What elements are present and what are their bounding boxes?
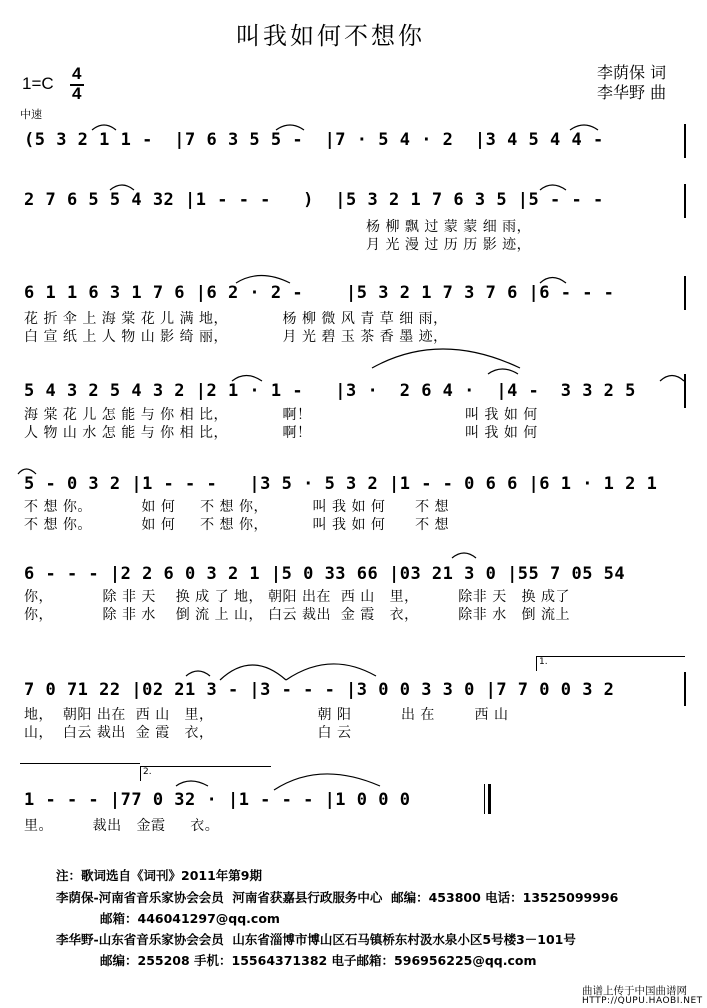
lyrics-row-6-verse-1: 你， 除 非 天 换 成 了 地， 朝阳 出在 西 山 里， 除非 天 换 成了 [24, 589, 571, 605]
lyrics-row-3-verse-1: 花 折 伞 上 海 棠 花 儿 满 地， 杨 柳 微 风 青 草 细 雨， [24, 311, 448, 327]
composer-contact-2: 邮编：255208 手机：15564371382 电子邮箱：596956225@qq.com [100, 953, 537, 968]
composer-credit: 李华野 曲 [597, 83, 667, 102]
notation-row-6: 6 - - - |2 2 6 0 3 2 1 |5 0 33 66 |03 21 3 0 |55 7 05 54 [24, 564, 626, 584]
lyrics-row-6-verse-2: 你， 除 非 水 倒 流 上 山， 白云 裁出 金 霞 衣， 除非 水 倒 流上 [24, 607, 571, 623]
lyrics-row-5-verse-1: 不 想 你。 如 何 不 想 你， 叫 我 如 何 不 想 [24, 499, 450, 515]
slur [452, 553, 476, 558]
source-note: 注：歌词选自《词刊》2011年第9期 [56, 868, 262, 883]
slur [570, 125, 598, 130]
slur [286, 664, 376, 680]
slur [236, 276, 290, 284]
notation-row-3: 6 1 1 6 3 1 7 6 |6 2 · 2 - |5 3 2 1 7 3 7 6 |6 - - - [24, 283, 615, 303]
lyrics-row-5-verse-2: 不 想 你。 如 何 不 想 你， 叫 我 如 何 不 想 [24, 517, 450, 533]
lyricist-email: 邮箱：446041297@qq.com [100, 911, 280, 926]
slur [274, 774, 380, 790]
notation-row-5: 5 - 0 3 2 |1 - - - |3 5 · 5 3 2 |1 - - 0 6 6 |6 1 · 1 2 1 [24, 474, 658, 494]
slur [660, 376, 684, 382]
time-signature-bottom: 4 [72, 84, 82, 103]
lyrics-row-2-verse-1: 杨 柳 飘 过 蒙 蒙 细 雨， [366, 219, 532, 235]
first-ending-label: 1. [539, 657, 548, 667]
lyricist-contact: 李荫保-河南省音乐家协会会员 河南省获嘉县行政服务中心 邮编：453800 电话：13525099996 [56, 890, 619, 905]
slur [110, 185, 134, 190]
slur [186, 671, 210, 676]
watermark-text: 曲谱上传于中国曲谱网 [582, 985, 687, 997]
slur [540, 278, 566, 284]
notation-row-7: 7 0 71 22 |02 21 3 - |3 - - - |3 0 0 3 3 0 |7 7 0 0 3 2 [24, 680, 615, 700]
second-ending-label: 2. [143, 767, 152, 777]
lyrics-row-7-verse-2: 山， 白云 裁出 金 霞 衣， 白 云 [24, 725, 352, 741]
slur [92, 125, 116, 130]
slur [232, 376, 262, 382]
lyrics-row-8: 里。 裁出 金霞 衣。 [24, 818, 220, 834]
composer-contact: 李华野-山东省音乐家协会会员 山东省淄博市博山区石马镇桥东村汲水泉小区5号楼3－101号 [56, 932, 576, 947]
time-signature-top: 4 [72, 64, 82, 83]
lyrics-row-2-verse-2: 月 光 漫 过 历 历 影 迹， [366, 237, 532, 253]
slur [488, 369, 518, 374]
notation-row-2: 2 7 6 5 5 4 32 |1 - - - ) |5 3 2 1 7 6 3 5 |5 - - - [24, 190, 604, 210]
key-signature: 1=C [22, 74, 54, 93]
watermark-url: HTTP://QUPU.HAOBI.NET [582, 996, 703, 1006]
score-title: 叫我如何不想你 [236, 22, 425, 50]
lyricist-credit: 李荫保 词 [597, 63, 667, 82]
lyrics-row-4-verse-2: 人 物 山 水 怎 能 与 你 相 比， 啊！ 叫 我 如 何 [24, 425, 538, 441]
lyrics-row-7-verse-1: 地， 朝阳 出在 西 山 里， 朝 阳 出 在 西 山 [24, 707, 509, 723]
slur [220, 665, 286, 680]
lyrics-row-4-verse-1: 海 棠 花 儿 怎 能 与 你 相 比， 啊！ 叫 我 如 何 [24, 407, 538, 423]
tempo-marking: 中速 [20, 108, 42, 121]
slur [18, 469, 36, 474]
slur [372, 349, 520, 368]
lyrics-row-3-verse-2: 白 宣 纸 上 人 物 山 影 绮 丽， 月 光 碧 玉 茶 香 墨 迹， [24, 329, 448, 345]
notation-row-4: 5 4 3 2 5 4 3 2 |2 1 · 1 - |3 · 2 6 4 · |4 - 3 3 2 5 [24, 381, 636, 401]
slur [276, 125, 304, 130]
slur [540, 185, 566, 190]
notation-row-8: 1 - - - |77 0 32 · |1 - - - |1 0 0 0 [24, 790, 411, 810]
slur [176, 781, 208, 786]
notation-row-1: (5 3 2 1 1 - |7 6 3 5 5 - |7 · 5 4 · 2 |3 4 5 4 4 - [24, 130, 604, 150]
